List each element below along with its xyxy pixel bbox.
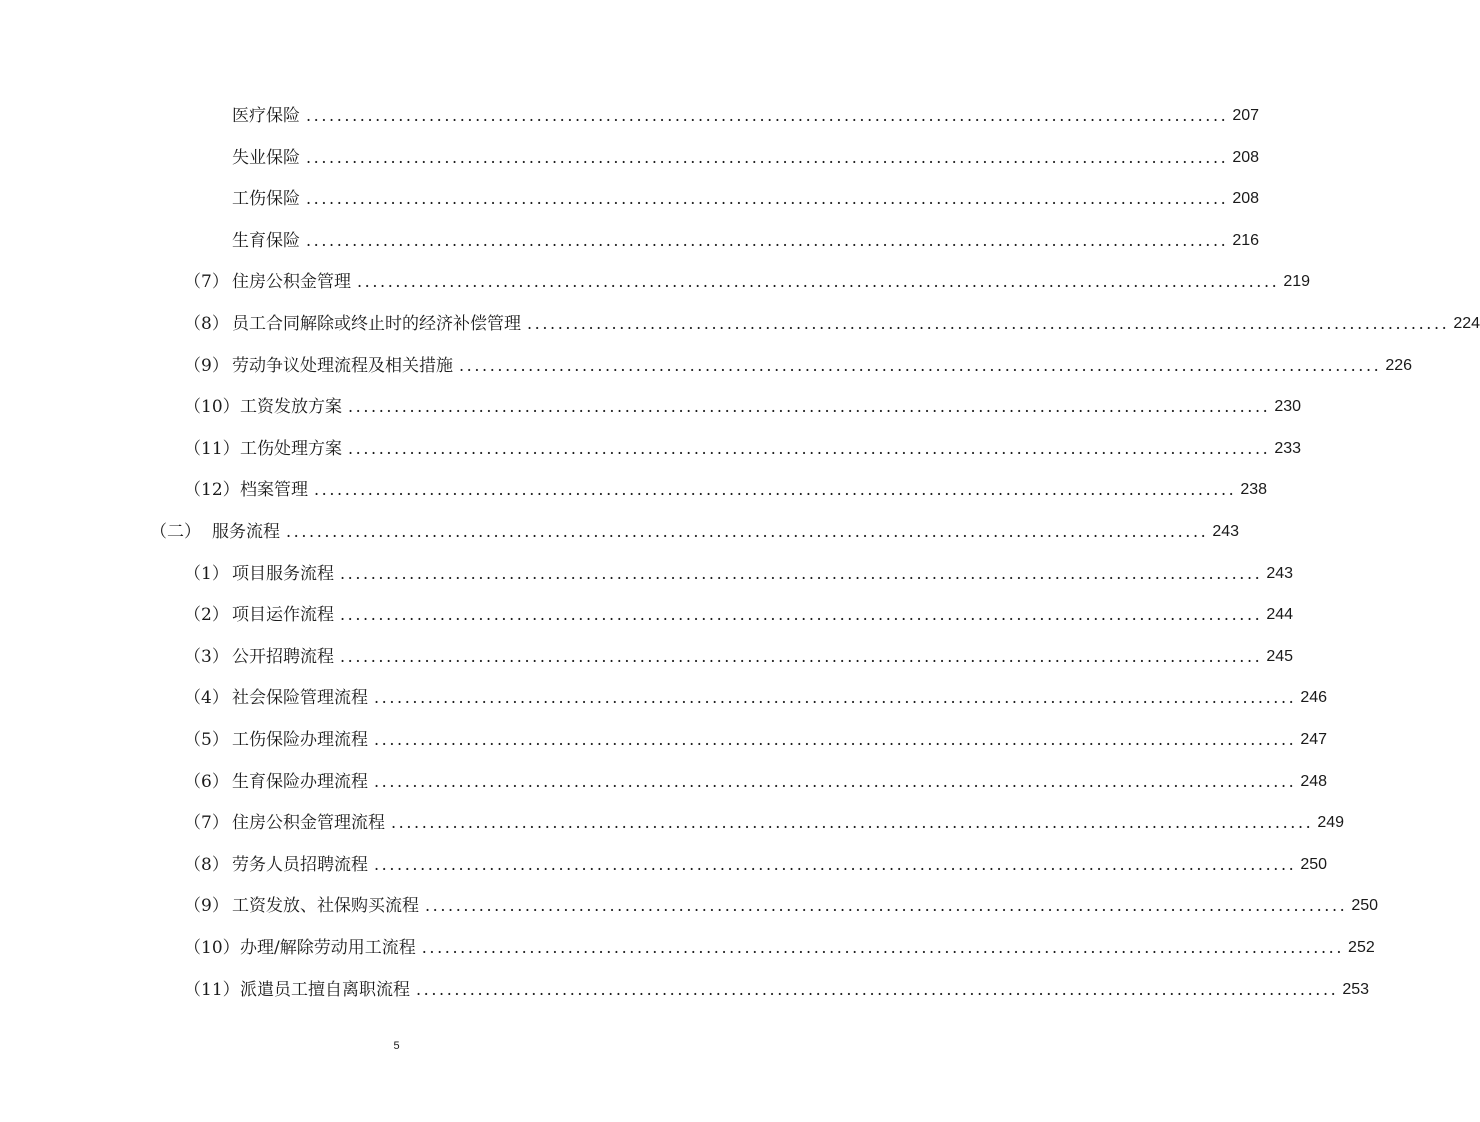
toc-entry[interactable] bbox=[184, 312, 1480, 336]
toc-entry[interactable] bbox=[184, 603, 1294, 627]
toc-entry-page: 208 bbox=[1232, 148, 1260, 166]
toc-entry-title: 工资发放方案 bbox=[240, 397, 342, 418]
toc-entry-title: 住房公积金管理流程 bbox=[232, 813, 385, 834]
toc-entry[interactable] bbox=[184, 811, 1345, 835]
toc-entry-number: （9） bbox=[184, 896, 229, 917]
dot-leader: ........................................................................................................................ bbox=[374, 730, 1297, 749]
dot-leader: ........................................................................................................................ bbox=[425, 896, 1348, 916]
toc-entry-title: 社会保险管理流程 bbox=[232, 688, 368, 709]
toc-entry-title: 劳动争议处理流程及相关措施 bbox=[232, 355, 453, 376]
dot-leader: ........................................................................................................................ bbox=[286, 522, 1209, 541]
toc-entry-number: （8） bbox=[184, 854, 229, 875]
toc-entry[interactable] bbox=[184, 354, 1413, 378]
toc-entry-page: 248 bbox=[1300, 772, 1328, 790]
dot-leader: ........................................................................................................................ bbox=[340, 646, 1263, 666]
toc-entry-title: 派遣员工擅自离职流程 bbox=[240, 979, 410, 1000]
toc-entry-page: 252 bbox=[1348, 939, 1375, 956]
toc-entry-page: 230 bbox=[1274, 398, 1302, 416]
toc-entry[interactable] bbox=[184, 686, 1328, 710]
toc-entry[interactable] bbox=[184, 437, 1302, 461]
toc-entry-page: 216 bbox=[1232, 231, 1260, 249]
dot-leader: ........................................................................................................................ bbox=[340, 605, 1263, 625]
toc-entry-number: （7） bbox=[184, 813, 229, 834]
toc-entry-title: 工伤保险办理流程 bbox=[232, 730, 368, 750]
toc-entry-number: （3） bbox=[184, 646, 229, 667]
toc-entry[interactable] bbox=[184, 894, 1379, 918]
toc-entry-page: 224 bbox=[1453, 315, 1480, 332]
toc-entry-number: （11） bbox=[184, 979, 240, 1000]
dot-leader: ........................................................................................................................ bbox=[314, 480, 1237, 500]
toc-entry-page: 247 bbox=[1300, 731, 1328, 748]
toc-entry-number: （11） bbox=[184, 438, 240, 459]
toc-entry-number: （9） bbox=[184, 355, 229, 376]
toc-entry-page: 250 bbox=[1351, 897, 1379, 915]
dot-leader: ........................................................................................................................ bbox=[306, 106, 1229, 125]
toc-entry[interactable] bbox=[232, 229, 1260, 253]
toc-entry-page: 226 bbox=[1385, 356, 1413, 374]
toc-entry-page: 253 bbox=[1342, 980, 1370, 998]
toc-entry-title: 公开招聘流程 bbox=[232, 646, 334, 667]
toc-entry-title: 住房公积金管理 bbox=[232, 272, 351, 293]
toc-entry-title: 工伤处理方案 bbox=[240, 438, 342, 459]
toc-entry-number: （4） bbox=[184, 688, 229, 709]
dot-leader: ........................................................................................................................ bbox=[340, 563, 1263, 583]
dot-leader: ........................................................................................................................ bbox=[348, 397, 1271, 417]
toc-entry-title: 生育保险办理流程 bbox=[232, 771, 368, 792]
toc-entry[interactable] bbox=[184, 728, 1328, 752]
dot-leader: ........................................................................................................................ bbox=[306, 147, 1229, 167]
toc-entry[interactable] bbox=[184, 395, 1302, 419]
toc-entry[interactable] bbox=[184, 478, 1268, 502]
toc-entry-page: 219 bbox=[1283, 273, 1311, 291]
dot-leader: ........................................................................................................................ bbox=[306, 189, 1229, 209]
dot-leader: ........................................................................................................................ bbox=[527, 314, 1450, 333]
toc-entry[interactable] bbox=[184, 936, 1375, 960]
toc-entry-number: （1） bbox=[184, 563, 229, 584]
dot-leader: ........................................................................................................................ bbox=[391, 813, 1314, 833]
toc-entry-title: 医疗保险 bbox=[232, 106, 300, 126]
toc-entry[interactable] bbox=[184, 270, 1311, 294]
toc-entry-title: 工伤保险 bbox=[232, 189, 300, 210]
toc-entry-number: （10） bbox=[184, 938, 240, 958]
toc-entry-page: 246 bbox=[1300, 689, 1328, 707]
toc-entry[interactable] bbox=[232, 187, 1260, 211]
toc-entry-title: 项目服务流程 bbox=[232, 563, 334, 584]
toc-entry-page: 243 bbox=[1212, 523, 1240, 540]
toc-entry-title: 项目运作流程 bbox=[232, 605, 334, 626]
dot-leader: ........................................................................................................................ bbox=[348, 438, 1271, 458]
toc-entry-number: （10） bbox=[184, 397, 240, 418]
toc-entry-page: 243 bbox=[1266, 564, 1294, 582]
toc-entry[interactable] bbox=[184, 645, 1294, 669]
dot-leader: ........................................................................................................................ bbox=[374, 771, 1297, 791]
toc-entry[interactable] bbox=[150, 520, 1240, 544]
page-number: 5 bbox=[393, 1040, 400, 1052]
dot-leader: ........................................................................................................................ bbox=[374, 854, 1297, 874]
toc-entry-page: 245 bbox=[1266, 647, 1294, 665]
toc-entry-title: 服务流程 bbox=[212, 522, 280, 542]
toc-entry-page: 207 bbox=[1232, 107, 1260, 124]
dot-leader: ........................................................................................................................ bbox=[306, 230, 1229, 250]
toc-entry-number: （8） bbox=[184, 314, 229, 334]
toc-entry-title: 生育保险 bbox=[232, 230, 300, 251]
toc-entry-number: （7） bbox=[184, 272, 229, 293]
toc-entry-title: 失业保险 bbox=[232, 147, 300, 168]
toc-entry-number: （12） bbox=[184, 480, 240, 501]
toc-entry[interactable] bbox=[184, 770, 1328, 794]
toc-entry[interactable] bbox=[232, 146, 1260, 170]
toc-entry[interactable] bbox=[184, 562, 1294, 586]
dot-leader: ........................................................................................................................ bbox=[374, 688, 1297, 708]
dot-leader: ........................................................................................................................ bbox=[421, 938, 1345, 957]
dot-leader: ........................................................................................................................ bbox=[357, 272, 1280, 292]
toc-entry-title: 劳务人员招聘流程 bbox=[232, 854, 368, 875]
toc-entry-title: 员工合同解除或终止时的经济补偿管理 bbox=[232, 314, 521, 334]
toc-entry-number: （二） bbox=[150, 522, 201, 542]
dot-leader: ........................................................................................................................ bbox=[416, 979, 1339, 999]
toc-entry-number: （6） bbox=[184, 771, 229, 792]
toc-entry-page: 250 bbox=[1300, 855, 1328, 873]
toc-entry[interactable] bbox=[184, 853, 1328, 877]
toc-entry[interactable] bbox=[232, 104, 1260, 128]
toc-entry-page: 244 bbox=[1266, 606, 1294, 624]
toc-entry-page: 238 bbox=[1240, 481, 1268, 499]
toc-entry-title: 档案管理 bbox=[240, 480, 308, 501]
toc-entry-page: 233 bbox=[1274, 439, 1302, 457]
toc-entry-number: （2） bbox=[184, 605, 229, 626]
toc-entry-page: 208 bbox=[1232, 190, 1260, 208]
toc-entry[interactable] bbox=[184, 978, 1370, 1002]
toc-entry-number: （5） bbox=[184, 730, 229, 750]
toc-entry-title: 办理/解除劳动用工流程 bbox=[240, 938, 416, 958]
toc-entry-title: 工资发放、社保购买流程 bbox=[232, 896, 419, 917]
dot-leader: ........................................................................................................................ bbox=[459, 355, 1382, 375]
toc-entry-page: 249 bbox=[1317, 814, 1345, 832]
